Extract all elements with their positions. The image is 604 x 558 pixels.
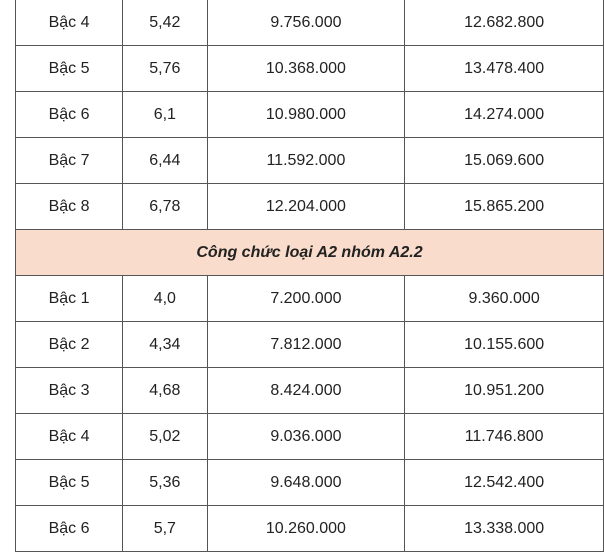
salary-new-cell: 12.682.800 — [405, 0, 604, 46]
salary-current-cell: 12.204.000 — [207, 184, 405, 230]
rank-cell: Bậc 5 — [16, 460, 123, 506]
coefficient-cell: 4,0 — [123, 276, 207, 322]
section-heading: Công chức loại A2 nhóm A2.2 — [16, 230, 604, 276]
salary-current-cell: 9.036.000 — [207, 414, 405, 460]
rank-cell: Bậc 3 — [16, 368, 123, 414]
coefficient-cell: 5,42 — [123, 0, 207, 46]
table-row — [16, 0, 604, 46]
salary-new-cell: 10.951.200 — [405, 368, 604, 414]
rank-cell: Bậc 6 — [16, 506, 123, 552]
coefficient-cell: 5,36 — [123, 460, 207, 506]
table-row — [16, 460, 604, 506]
salary-table — [15, 0, 604, 552]
coefficient-cell: 6,78 — [123, 184, 207, 230]
salary-new-cell: 13.478.400 — [405, 46, 604, 92]
table-row — [16, 138, 604, 184]
rank-cell: Bậc 2 — [16, 322, 123, 368]
rank-cell: Bậc 5 — [16, 46, 123, 92]
salary-new-cell: 11.746.800 — [405, 414, 604, 460]
salary-new-cell: 15.069.600 — [405, 138, 604, 184]
salary-current-cell: 9.648.000 — [207, 460, 405, 506]
salary-new-cell: 12.542.400 — [405, 460, 604, 506]
section-header-group — [16, 230, 604, 276]
coefficient-cell: 6,44 — [123, 138, 207, 184]
coefficient-cell: 5,02 — [123, 414, 207, 460]
table-row — [16, 414, 604, 460]
salary-current-cell: 8.424.000 — [207, 368, 405, 414]
rank-cell: Bậc 1 — [16, 276, 123, 322]
salary-current-cell: 7.200.000 — [207, 276, 405, 322]
coefficient-cell: 4,34 — [123, 322, 207, 368]
table-row — [16, 46, 604, 92]
salary-current-cell: 10.368.000 — [207, 46, 405, 92]
coefficient-cell: 6,1 — [123, 92, 207, 138]
rank-cell: Bậc 7 — [16, 138, 123, 184]
rank-cell: Bậc 8 — [16, 184, 123, 230]
table-row — [16, 368, 604, 414]
salary-current-cell: 9.756.000 — [207, 0, 405, 46]
table-row — [16, 506, 604, 552]
salary-new-cell: 13.338.000 — [405, 506, 604, 552]
salary-new-cell: 14.274.000 — [405, 92, 604, 138]
table-row — [16, 322, 604, 368]
rank-cell: Bậc 4 — [16, 0, 123, 46]
coefficient-cell: 5,76 — [123, 46, 207, 92]
salary-new-cell: 10.155.600 — [405, 322, 604, 368]
table-row — [16, 92, 604, 138]
salary-current-cell: 7.812.000 — [207, 322, 405, 368]
salary-current-cell: 11.592.000 — [207, 138, 405, 184]
salary-current-cell: 10.980.000 — [207, 92, 405, 138]
rank-cell: Bậc 4 — [16, 414, 123, 460]
salary-current-cell: 10.260.000 — [207, 506, 405, 552]
table-body-top — [16, 0, 604, 230]
table-row — [16, 184, 604, 230]
table-body-bottom — [16, 276, 604, 552]
coefficient-cell: 5,7 — [123, 506, 207, 552]
rank-cell: Bậc 6 — [16, 92, 123, 138]
section-header-row — [16, 230, 604, 276]
salary-new-cell: 9.360.000 — [405, 276, 604, 322]
table-row — [16, 276, 604, 322]
salary-new-cell: 15.865.200 — [405, 184, 604, 230]
coefficient-cell: 4,68 — [123, 368, 207, 414]
